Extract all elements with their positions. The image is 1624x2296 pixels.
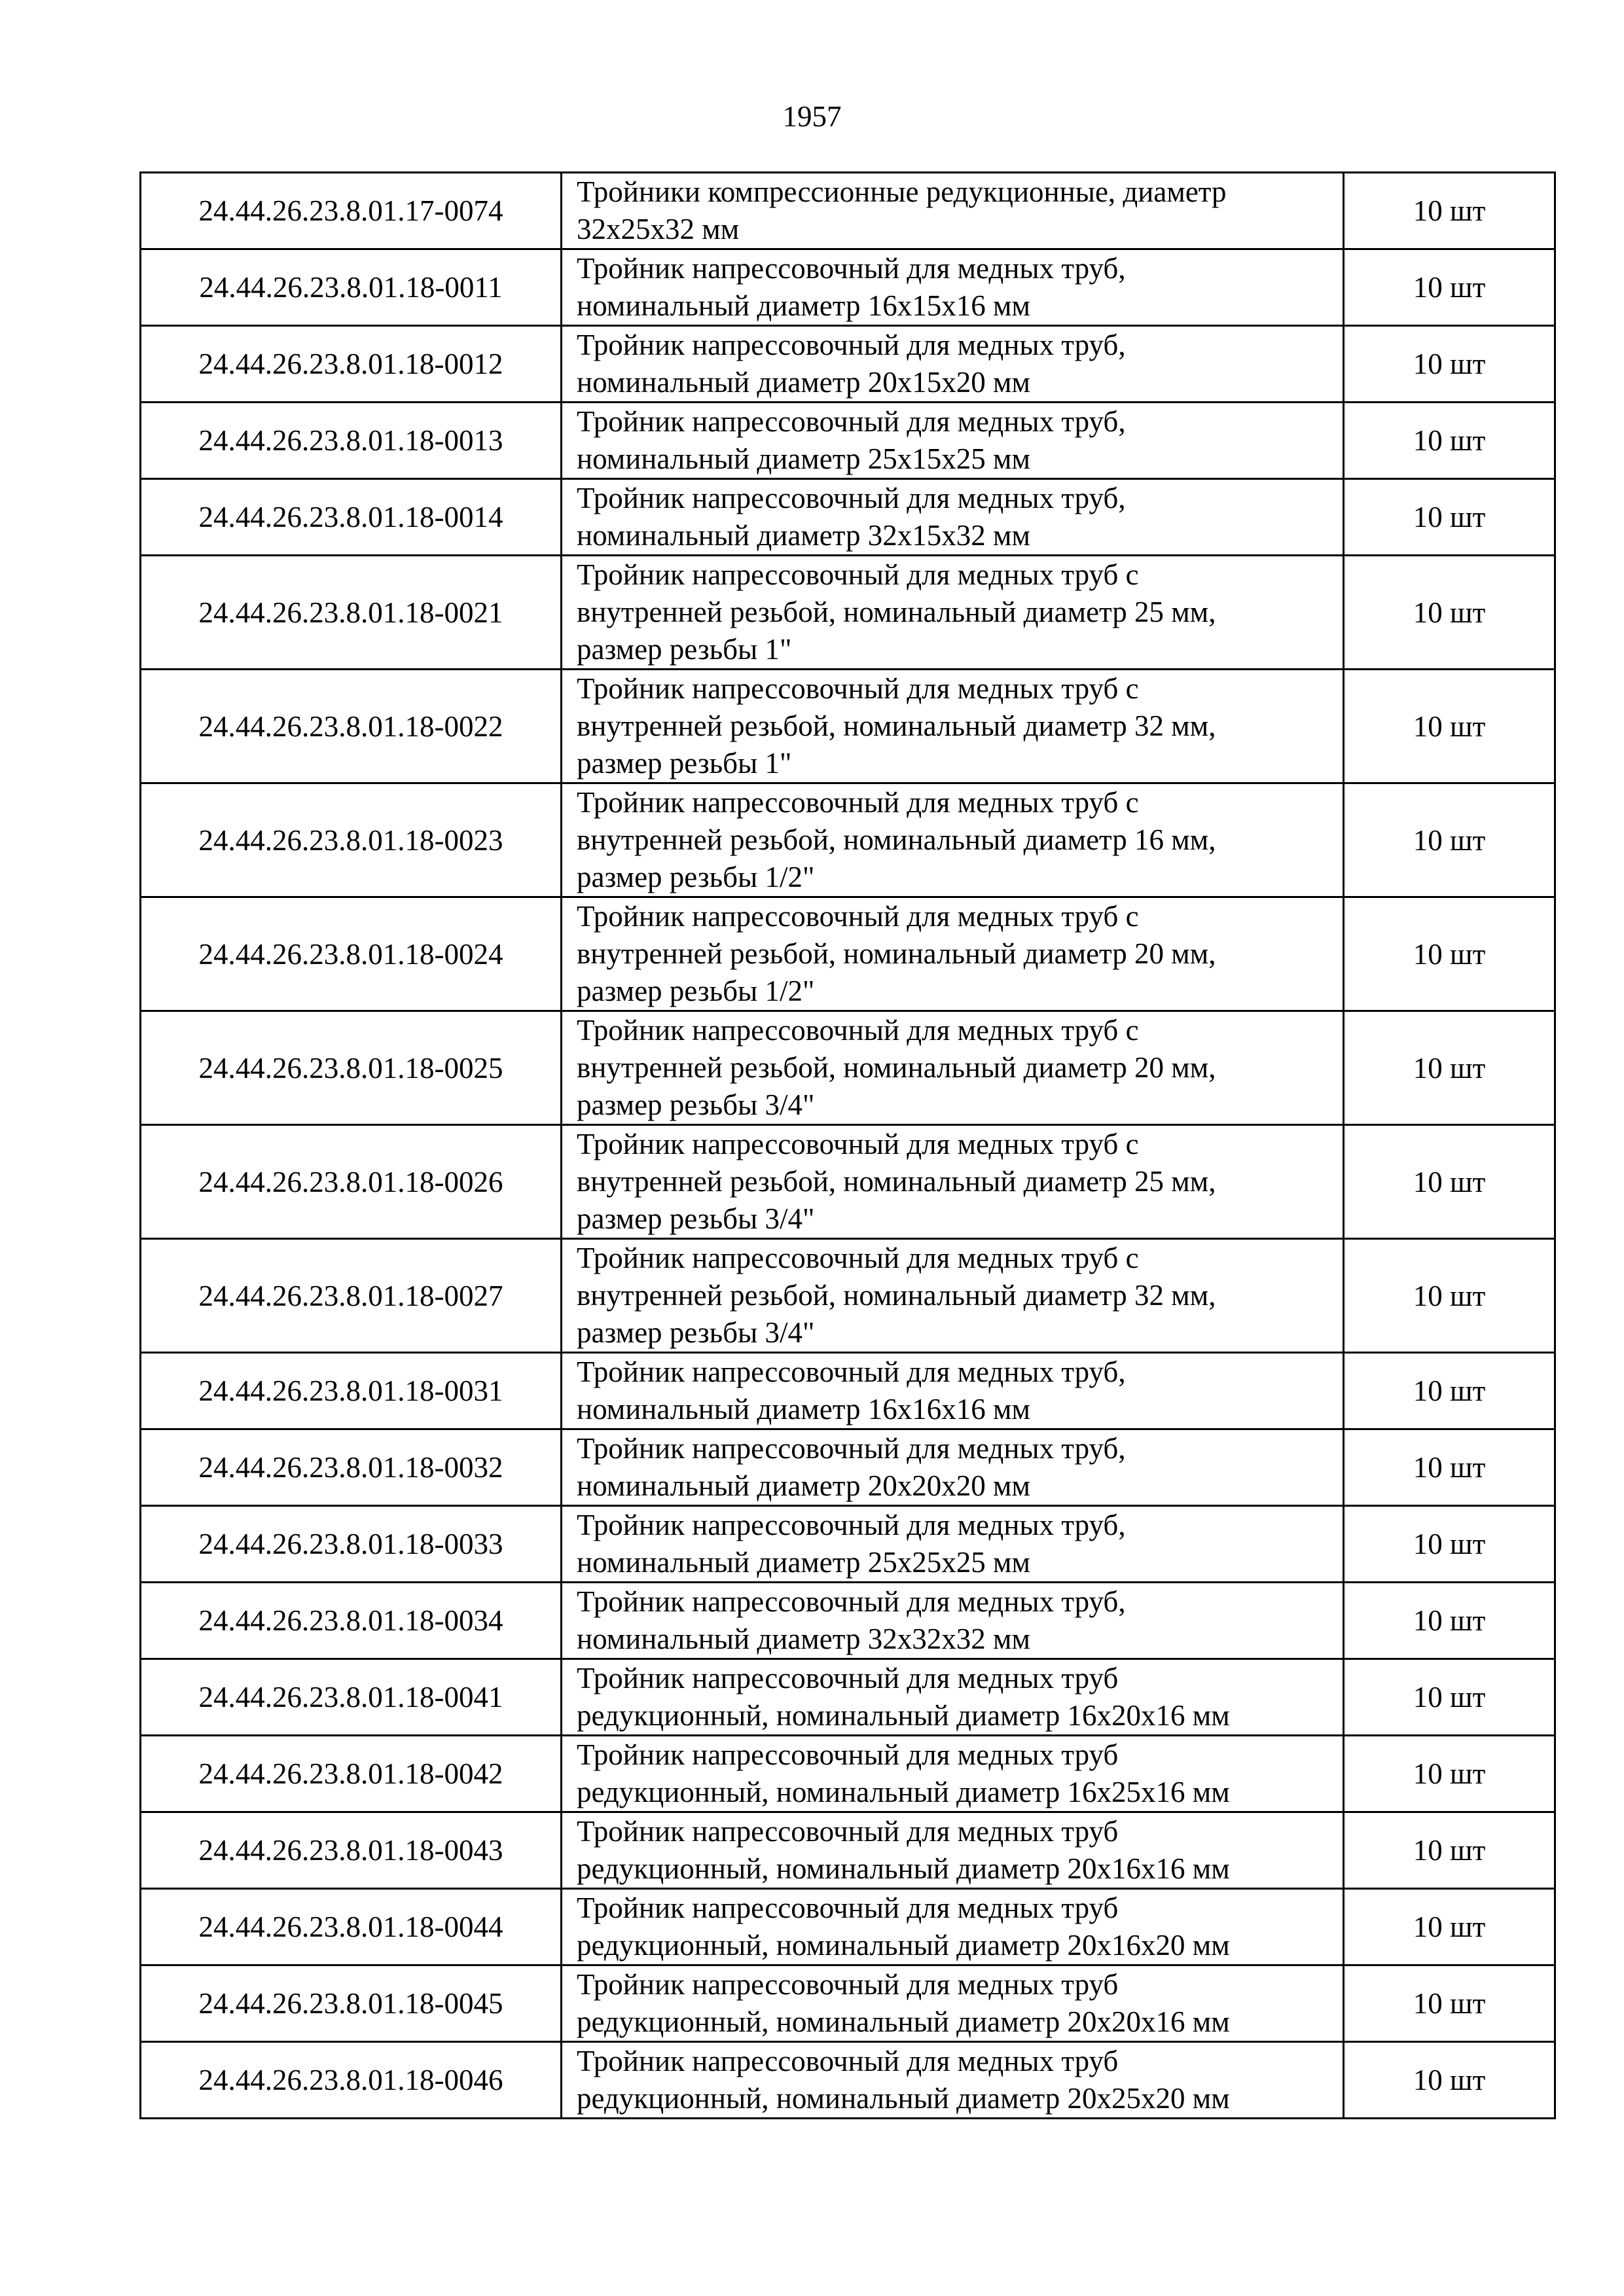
table-row <box>141 1429 1555 1506</box>
description-line: Тройник напрессовочный для медных труб с <box>577 786 1139 819</box>
table-row <box>141 897 1555 1011</box>
table-row <box>141 556 1555 670</box>
quantity-cell: 10 шт <box>1344 1125 1555 1239</box>
table-row <box>141 2042 1555 2119</box>
item-description-cell <box>562 173 1344 249</box>
quantity-cell: 10 шт <box>1344 1583 1555 1659</box>
quantity-cell: 10 шт <box>1344 1506 1555 1583</box>
description-line: номинальный диаметр 32х32х32 мм <box>577 1623 1030 1655</box>
item-description-cell <box>562 1506 1344 1583</box>
item-description-cell <box>562 1965 1344 2042</box>
description-line: размер резьбы 3/4" <box>577 1088 815 1121</box>
item-code-cell: 24.44.26.23.8.01.18-0023 <box>141 783 562 897</box>
description-line: внутренней резьбой, номинальный диаметр 16 мм, <box>577 823 1216 856</box>
item-code-cell: 24.44.26.23.8.01.18-0043 <box>141 1812 562 1889</box>
specification-table <box>139 171 1556 2119</box>
quantity-cell: 10 шт <box>1344 326 1555 403</box>
item-description-cell <box>562 1353 1344 1429</box>
table-row <box>141 403 1555 479</box>
description-line: Тройник напрессовочный для медных труб, <box>577 1355 1126 1388</box>
description-line: Тройник напрессовочный для медных труб с <box>577 1014 1139 1047</box>
table-row <box>141 326 1555 403</box>
description-line: внутренней резьбой, номинальный диаметр 32 мм, <box>577 709 1216 742</box>
description-line: Тройник напрессовочный для медных труб <box>577 1738 1119 1771</box>
table-row <box>141 1889 1555 1965</box>
description-line: номинальный диаметр 25х15х25 мм <box>577 442 1030 475</box>
quantity-cell: 10 шт <box>1344 249 1555 326</box>
item-code-cell: 24.44.26.23.8.01.18-0025 <box>141 1011 562 1125</box>
description-line: размер резьбы 1" <box>577 633 792 666</box>
description-line: внутренней резьбой, номинальный диаметр 20 мм, <box>577 937 1216 970</box>
table-row <box>141 1506 1555 1583</box>
item-description-cell <box>562 1125 1344 1239</box>
description-line: внутренней резьбой, номинальный диаметр 25 мм, <box>577 1165 1216 1198</box>
description-line: Тройник напрессовочный для медных труб с <box>577 1128 1139 1160</box>
item-code-cell: 24.44.26.23.8.01.18-0012 <box>141 326 562 403</box>
table-row <box>141 1353 1555 1429</box>
description-line: Тройник напрессовочный для медных труб <box>577 1662 1119 1695</box>
item-description-cell <box>562 1583 1344 1659</box>
quantity-cell: 10 шт <box>1344 1965 1555 2042</box>
quantity-cell: 10 шт <box>1344 556 1555 670</box>
table-row <box>141 1583 1555 1659</box>
item-description-cell <box>562 1889 1344 1965</box>
item-description-cell <box>562 1659 1344 1736</box>
description-line: Тройник напрессовочный для медных труб, <box>577 1509 1126 1541</box>
page-number: 1957 <box>782 100 842 133</box>
quantity-cell: 10 шт <box>1344 403 1555 479</box>
description-line: Тройник напрессовочный для медных труб, <box>577 405 1126 438</box>
table-row <box>141 783 1555 897</box>
table-row <box>141 1965 1555 2042</box>
description-line: редукционный, номинальный диаметр 16х20х16 мм <box>577 1699 1230 1732</box>
item-code-cell: 24.44.26.23.8.01.18-0045 <box>141 1965 562 2042</box>
item-description-cell <box>562 2042 1344 2119</box>
table-row <box>141 479 1555 556</box>
table-row <box>141 173 1555 249</box>
item-code-cell: 24.44.26.23.8.01.18-0031 <box>141 1353 562 1429</box>
description-line: размер резьбы 3/4" <box>577 1202 815 1235</box>
item-code-cell: 24.44.26.23.8.01.18-0034 <box>141 1583 562 1659</box>
description-line: номинальный диаметр 20х15х20 мм <box>577 366 1030 399</box>
description-line: внутренней резьбой, номинальный диаметр 25 мм, <box>577 596 1216 628</box>
item-code-cell: 24.44.26.23.8.01.18-0022 <box>141 670 562 783</box>
quantity-cell: 10 шт <box>1344 783 1555 897</box>
item-code-cell: 24.44.26.23.8.01.18-0046 <box>141 2042 562 2119</box>
item-code-cell: 24.44.26.23.8.01.18-0026 <box>141 1125 562 1239</box>
item-code-cell: 24.44.26.23.8.01.18-0042 <box>141 1736 562 1812</box>
description-line: размер резьбы 1/2" <box>577 861 815 893</box>
item-description-cell <box>562 249 1344 326</box>
description-line: редукционный, номинальный диаметр 20х20х16 мм <box>577 2005 1230 2038</box>
quantity-cell: 10 шт <box>1344 897 1555 1011</box>
quantity-cell: 10 шт <box>1344 1812 1555 1889</box>
item-description-cell <box>562 670 1344 783</box>
item-code-cell: 24.44.26.23.8.01.18-0014 <box>141 479 562 556</box>
quantity-cell: 10 шт <box>1344 1889 1555 1965</box>
table-row <box>141 1011 1555 1125</box>
item-description-cell <box>562 1429 1344 1506</box>
description-line: Тройники компрессионные редукционные, диаметр <box>577 175 1227 208</box>
description-line: Тройник напрессовочный для медных труб с <box>577 672 1139 705</box>
item-description-cell <box>562 403 1344 479</box>
quantity-cell: 10 шт <box>1344 2042 1555 2119</box>
item-code-cell: 24.44.26.23.8.01.18-0011 <box>141 249 562 326</box>
item-description-cell <box>562 1011 1344 1125</box>
item-description-cell <box>562 897 1344 1011</box>
description-line: редукционный, номинальный диаметр 16х25х16 мм <box>577 1776 1230 1808</box>
item-code-cell: 24.44.26.23.8.01.18-0021 <box>141 556 562 670</box>
table-row <box>141 1812 1555 1889</box>
description-line: Тройник напрессовочный для медных труб, <box>577 1585 1126 1618</box>
quantity-cell: 10 шт <box>1344 1011 1555 1125</box>
table-row <box>141 1125 1555 1239</box>
description-line: редукционный, номинальный диаметр 20х16х20 мм <box>577 1929 1230 1962</box>
item-code-cell: 24.44.26.23.8.01.17-0074 <box>141 173 562 249</box>
description-line: Тройник напрессовочный для медных труб <box>577 1892 1119 1924</box>
table-row <box>141 1736 1555 1812</box>
description-line: 32х25х32 мм <box>577 213 740 245</box>
item-description-cell <box>562 556 1344 670</box>
quantity-cell: 10 шт <box>1344 1353 1555 1429</box>
quantity-cell: 10 шт <box>1344 1429 1555 1506</box>
description-line: Тройник напрессовочный для медных труб, <box>577 329 1126 361</box>
table-row <box>141 1659 1555 1736</box>
description-line: размер резьбы 3/4" <box>577 1316 815 1349</box>
item-code-cell: 24.44.26.23.8.01.18-0024 <box>141 897 562 1011</box>
table-row <box>141 670 1555 783</box>
description-line: размер резьбы 1/2" <box>577 975 815 1007</box>
description-line: Тройник напрессовочный для медных труб с <box>577 1242 1139 1274</box>
description-line: номинальный диаметр 32х15х32 мм <box>577 519 1030 552</box>
item-description-cell <box>562 479 1344 556</box>
description-line: редукционный, номинальный диаметр 20х25х20 мм <box>577 2082 1230 2115</box>
table-row <box>141 249 1555 326</box>
item-description-cell <box>562 783 1344 897</box>
item-code-cell: 24.44.26.23.8.01.18-0033 <box>141 1506 562 1583</box>
item-code-cell: 24.44.26.23.8.01.18-0032 <box>141 1429 562 1506</box>
table-body <box>141 173 1555 2119</box>
item-code-cell: 24.44.26.23.8.01.18-0013 <box>141 403 562 479</box>
item-code-cell: 24.44.26.23.8.01.18-0044 <box>141 1889 562 1965</box>
description-line: Тройник напрессовочный для медных труб с <box>577 558 1139 591</box>
quantity-cell: 10 шт <box>1344 670 1555 783</box>
description-line: Тройник напрессовочный для медных труб, <box>577 252 1126 285</box>
description-line: Тройник напрессовочный для медных труб с <box>577 900 1139 933</box>
description-line: Тройник напрессовочный для медных труб <box>577 1815 1119 1848</box>
description-line: Тройник напрессовочный для медных труб <box>577 1968 1119 2001</box>
description-line: номинальный диаметр 25х25х25 мм <box>577 1546 1030 1579</box>
description-line: размер резьбы 1" <box>577 747 792 780</box>
description-line: номинальный диаметр 16х16х16 мм <box>577 1393 1030 1426</box>
description-line: номинальный диаметр 16х15х16 мм <box>577 289 1030 322</box>
description-line: Тройник напрессовочный для медных труб, <box>577 482 1126 514</box>
table-row <box>141 1239 1555 1353</box>
description-line: внутренней резьбой, номинальный диаметр 32 мм, <box>577 1279 1216 1312</box>
description-line: редукционный, номинальный диаметр 20х16х16 мм <box>577 1852 1230 1885</box>
quantity-cell: 10 шт <box>1344 1736 1555 1812</box>
quantity-cell: 10 шт <box>1344 1239 1555 1353</box>
item-description-cell <box>562 1736 1344 1812</box>
description-line: внутренней резьбой, номинальный диаметр 20 мм, <box>577 1051 1216 1084</box>
item-code-cell: 24.44.26.23.8.01.18-0027 <box>141 1239 562 1353</box>
quantity-cell: 10 шт <box>1344 479 1555 556</box>
quantity-cell: 10 шт <box>1344 173 1555 249</box>
description-line: Тройник напрессовочный для медных труб <box>577 2045 1119 2077</box>
item-description-cell <box>562 1239 1344 1353</box>
description-line: номинальный диаметр 20х20х20 мм <box>577 1469 1030 1502</box>
item-description-cell <box>562 1812 1344 1889</box>
description-line: Тройник напрессовочный для медных труб, <box>577 1432 1126 1465</box>
quantity-cell: 10 шт <box>1344 1659 1555 1736</box>
item-description-cell <box>562 326 1344 403</box>
item-code-cell: 24.44.26.23.8.01.18-0041 <box>141 1659 562 1736</box>
